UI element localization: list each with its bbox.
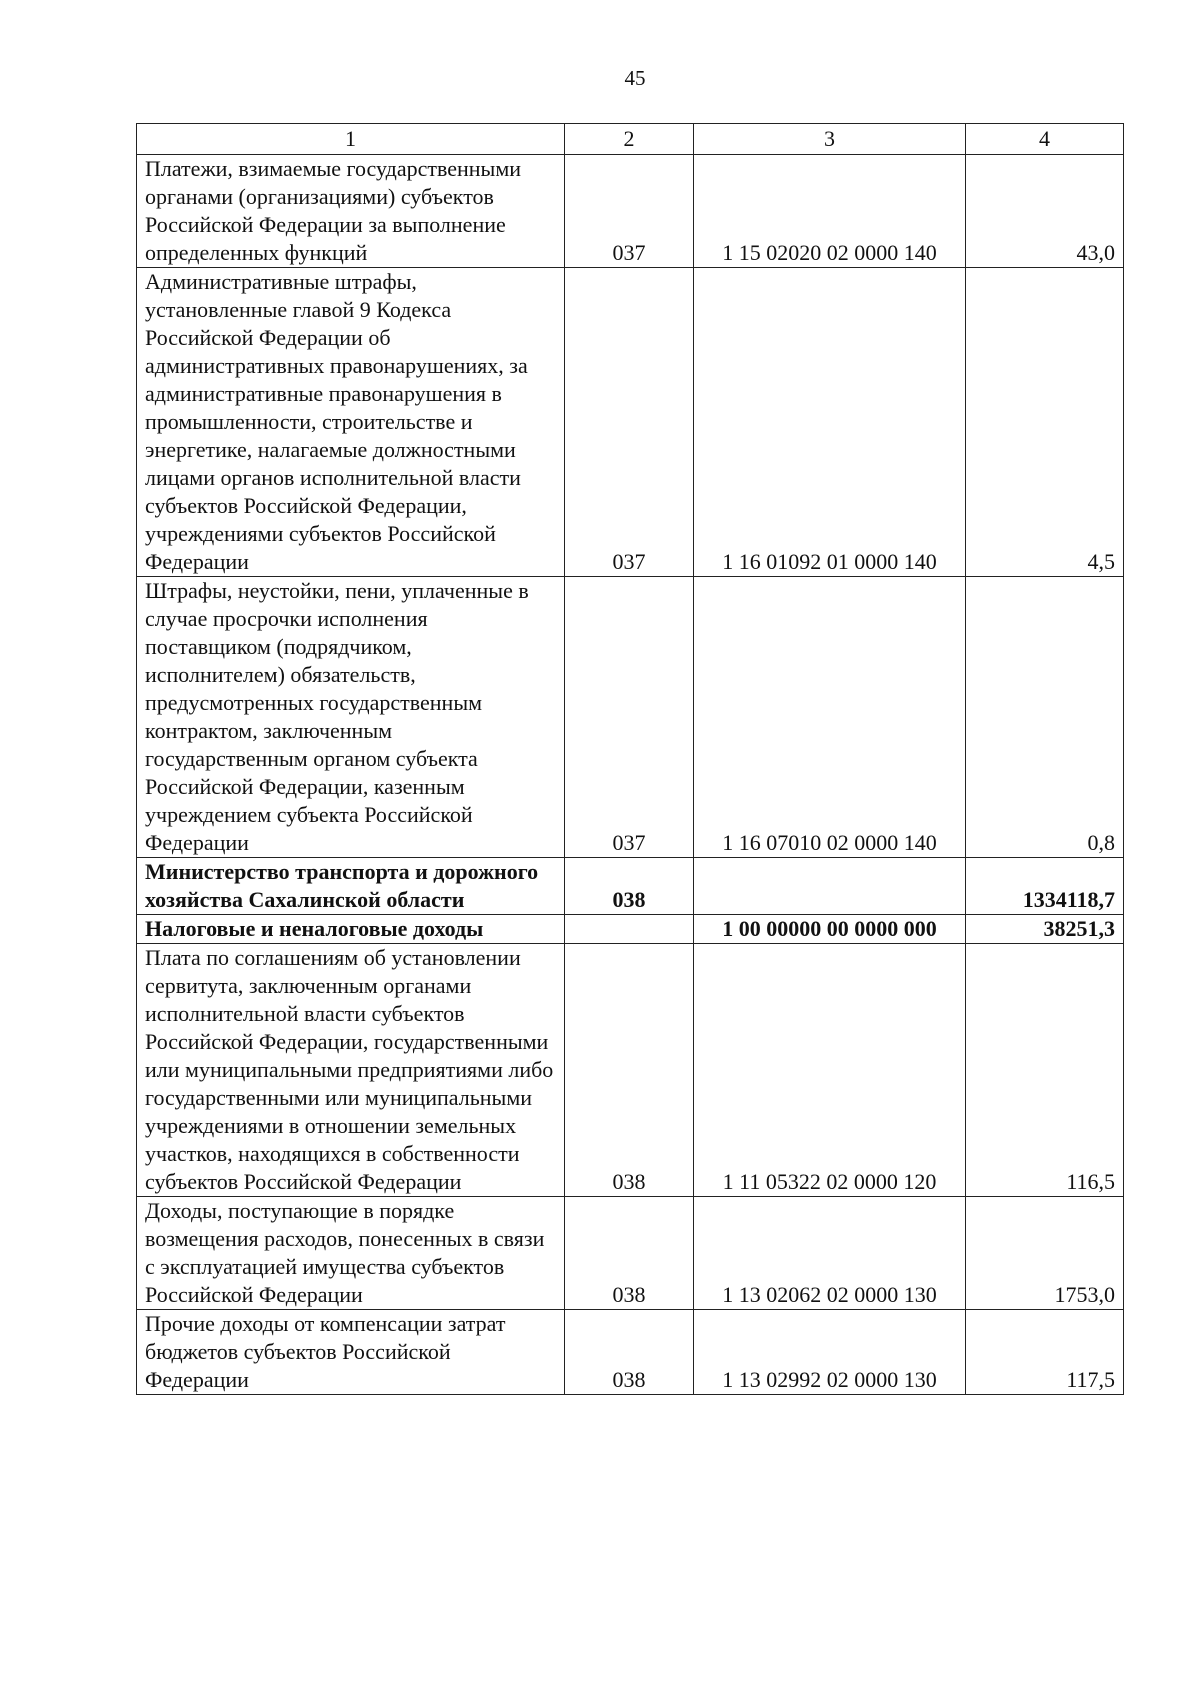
table-row-subtotal	[137, 915, 1124, 944]
revenue-name: Штрафы, неустойки, пени, уплаченные в случае просрочки исполнения поставщиком (подрядчиком, исполнителем) обязательств, предусмотренных государственным контрактом, заключенным государственным органом субъекта Российской Федерации, казенным учреждением субъекта Российской Федерации	[137, 577, 565, 858]
amount: 117,5	[966, 1310, 1124, 1395]
classification-code: 1 15 02020 02 0000 140	[694, 155, 966, 268]
table-row	[137, 155, 1124, 268]
classification-code: 1 11 05322 02 0000 120	[694, 944, 966, 1197]
column-header-4: 4	[966, 124, 1124, 155]
admin-code: 038	[565, 858, 694, 915]
admin-code: 038	[565, 944, 694, 1197]
revenue-name: Министерство транспорта и дорожного хозяйства Сахалинской области	[137, 858, 565, 915]
amount: 38251,3	[966, 915, 1124, 944]
admin-code: 038	[565, 1197, 694, 1310]
revenue-name: Административные штрафы, установленные главой 9 Кодекса Российской Федерации об административных правонарушениях, за административные правонарушения в промышленности, строительстве и энергетике, налагаемые должностными лицами органов исполнительной власти субъектов Российской Федерации, учреждениями субъектов Российской Федерации	[137, 268, 565, 577]
column-header-1: 1	[137, 124, 565, 155]
table-row	[137, 268, 1124, 577]
revenue-name: Прочие доходы от компенсации затрат бюджетов субъектов Российской Федерации	[137, 1310, 565, 1395]
classification-code: 1 00 00000 00 0000 000	[694, 915, 966, 944]
classification-code: 1 13 02062 02 0000 130	[694, 1197, 966, 1310]
amount: 0,8	[966, 577, 1124, 858]
table-row-ministry	[137, 858, 1124, 915]
classification-code: 1 16 01092 01 0000 140	[694, 268, 966, 577]
revenue-name: Доходы, поступающие в порядке возмещения расходов, понесенных в связи с эксплуатацией имущества субъектов Российской Федерации	[137, 1197, 565, 1310]
admin-code: 038	[565, 1310, 694, 1395]
table-row	[137, 1310, 1124, 1395]
amount: 116,5	[966, 944, 1124, 1197]
amount: 4,5	[966, 268, 1124, 577]
amount: 43,0	[966, 155, 1124, 268]
table-row	[137, 944, 1124, 1197]
revenue-table	[136, 123, 1124, 1395]
page-number: 45	[624, 66, 646, 90]
column-header-2: 2	[565, 124, 694, 155]
table-row	[137, 1197, 1124, 1310]
revenue-name: Плата по соглашениям об установлении сервитута, заключенным органами исполнительной власти субъектов Российской Федерации, государственными или муниципальными предприятиями либо государственными или муниципальными учреждениями в отношении земельных участков, находящихся в собственности субъектов Российской Федерации	[137, 944, 565, 1197]
admin-code: 037	[565, 577, 694, 858]
amount: 1334118,7	[966, 858, 1124, 915]
admin-code	[565, 915, 694, 944]
table-row	[137, 577, 1124, 858]
column-header-3: 3	[694, 124, 966, 155]
admin-code: 037	[565, 268, 694, 577]
revenue-name: Налоговые и неналоговые доходы	[137, 915, 565, 944]
admin-code: 037	[565, 155, 694, 268]
classification-code: 1 13 02992 02 0000 130	[694, 1310, 966, 1395]
header-row	[137, 124, 1124, 155]
amount: 1753,0	[966, 1197, 1124, 1310]
classification-code: 1 16 07010 02 0000 140	[694, 577, 966, 858]
revenue-name: Платежи, взимаемые государственными органами (организациями) субъектов Российской Федерации за выполнение определенных функций	[137, 155, 565, 268]
classification-code	[694, 858, 966, 915]
